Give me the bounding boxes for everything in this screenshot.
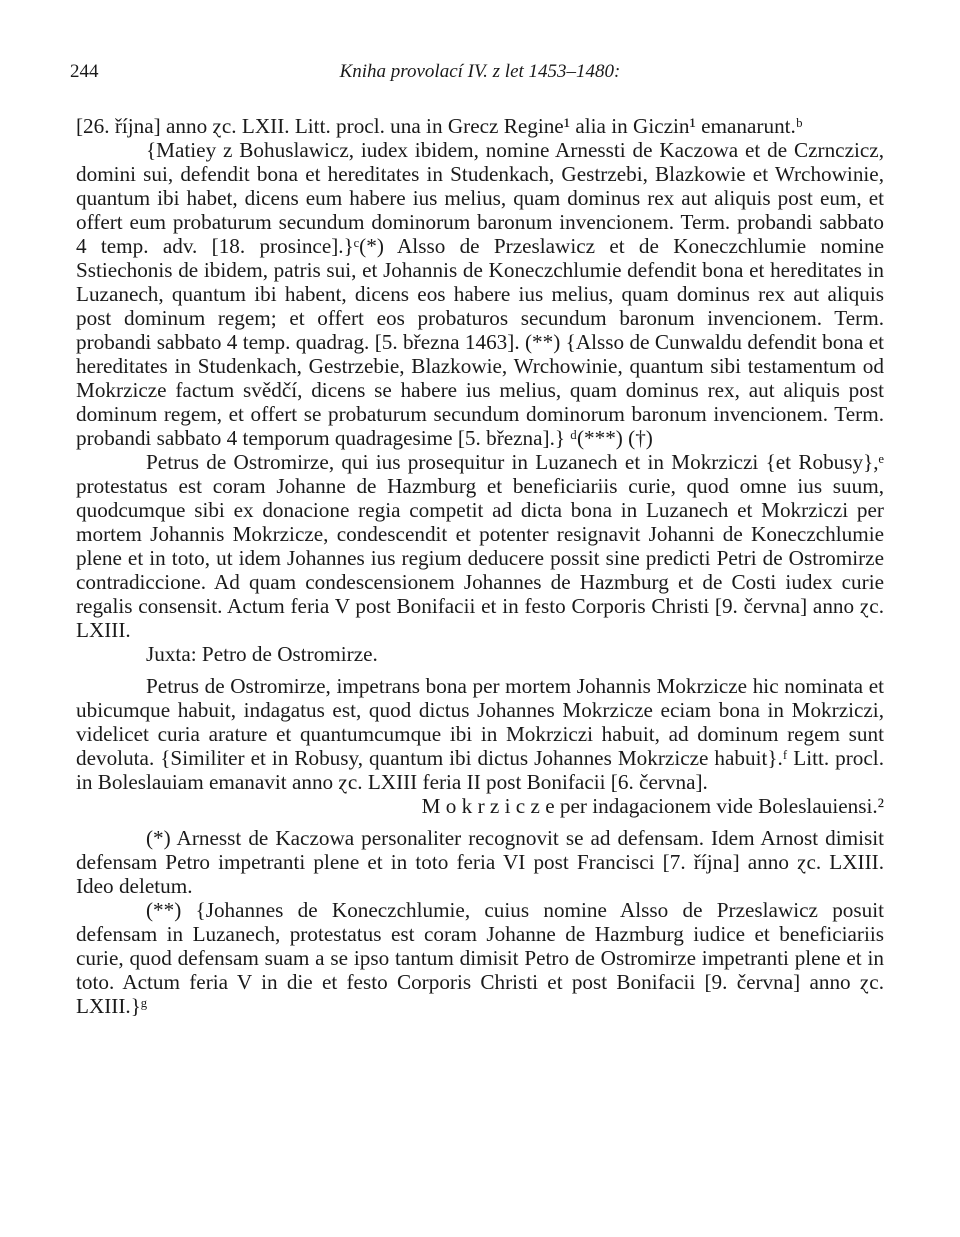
page-number: 244	[70, 61, 99, 82]
paragraph-5: Petrus de Ostromirze, impetrans bona per mortem Johannis Mokrzicze hic nominata et ubicumque habuit, indagatus est, quod dictus Johannes Mokrzicze eciam bona in Mokrziczi, videlicet curia arature et quantumcumque ibi in Mokrziczi habuit, ad dominum regem sunt devoluta. {Similiter et in Robusy, quantum ibi dictus Johannes Mokrzicze habuit}.ᶠ Litt. procl. in Boleslauiam emanavit anno ɀc. LXIII feria II post Bonifacii [6. června].	[76, 674, 884, 794]
paragraph-2: {Matiey z Bohuslawicz, iudex ibidem, nomine Arnessti de Kaczowa et de Czrnczicz, domini sui, defendit bona et hereditates in Studenkach, Gestrzebi, Blazkowie et Wrchowinie, quantum ibi habet, dicens eum habere ius melius, quam dominus rex aut aliquis post eum, et offert eum probaturum secundum dominorum baronum invencionem. Term. probandi sabbato 4 temp. adv. [18. prosince].}ᶜ(*) Alsso de Przeslawicz et de Koneczchlumie nomine Sstiechonis de ibidem, patris sui, et Johannis de Koneczchlumie defendit bona et hereditates in Luzanech, quantum ibi habent, dicens eos habere ius melius, quam dominus rex aut aliquis post dominum regem; et offert eos probaturos secundum baronum invencionem. Term. probandi sabbato 4 temp. quadrag. [5. března 1463]. (**) {Alsso de Cunwaldu defendit bona et hereditates in Studenkach, Gestrzebie, Blazkowie, Wrchowinie, quantum sibi testamentum od Mokrzicze factum svědčí, dicens se habere ius melius, quam dominus rex, aut aliquis post dominum regem, et offert se probaturum secundum dominorum baronum invencionem. Term. probandi sabbato 4 temporum quadragesime [5. března].} ᵈ(***) (†)	[76, 138, 884, 450]
page-header	[70, 52, 884, 82]
paragraph-3: Petrus de Ostromirze, qui ius prosequitur in Luzanech et in Mokrziczi {et Robusy},ᵉ protestatus est coram Johanne de Hazmburg et beneficiariis curie, quod omne ius suum, quodcumque sibi ex donacione regia competit ad dicta bona in Luzanech et Mokrziczi per mortem Johannis Mokrzicze, condescendit et potenter resignavit Johanni de Koneczchlumie plene et in toto, ut idem Johannes ius regium deducere possit sine predicti Petri de Ostromirze contradiccione. Ad quam condescensionem Johannes de Hazmburg et de Costi iudex curie regalis consensit. Actum feria V post Bonifacii et in festo Corporis Christi [9. června] anno ɀc. LXIII.	[76, 450, 884, 642]
running-title: Kniha provolací IV. z let 1453–1480:	[339, 61, 621, 82]
juxta-note: Juxta: Petro de Ostromirze.	[146, 642, 378, 666]
footnote-1: (*) Arnesst de Kaczowa personaliter recognovit se ad defensam. Idem Arnost dimisit defensam Petro impetranti plene et in toto feria VI post Francisci [7. října] anno ɀc. LXIII. Ideo deletum.	[76, 826, 884, 898]
document-page	[70, 52, 884, 1018]
paragraph-1: [26. října] anno ɀc. LXII. Litt. procl. una in Grecz Regine¹ alia in Giczin¹ emanarunt.ᵇ	[76, 114, 803, 138]
footnote-2: (**) {Johannes de Koneczchlumie, cuius nomine Alsso de Przeslawicz posuit defensam in Luzanech, protestatus est coram Johanne de Hazmburg iudice et beneficiariis curie, quod defensam suam a se ipso tantum dimisit Petro de Ostromirze impetranti plene et in toto. Actum feria V in die et festo Corporis Christi et post Bonifacii [9. června] anno ɀc. LXIII.}ᵍ	[76, 898, 884, 1018]
cross-reference: M o k r z i c z e per indagacionem vide Boleslauiensi.²	[421, 794, 884, 818]
